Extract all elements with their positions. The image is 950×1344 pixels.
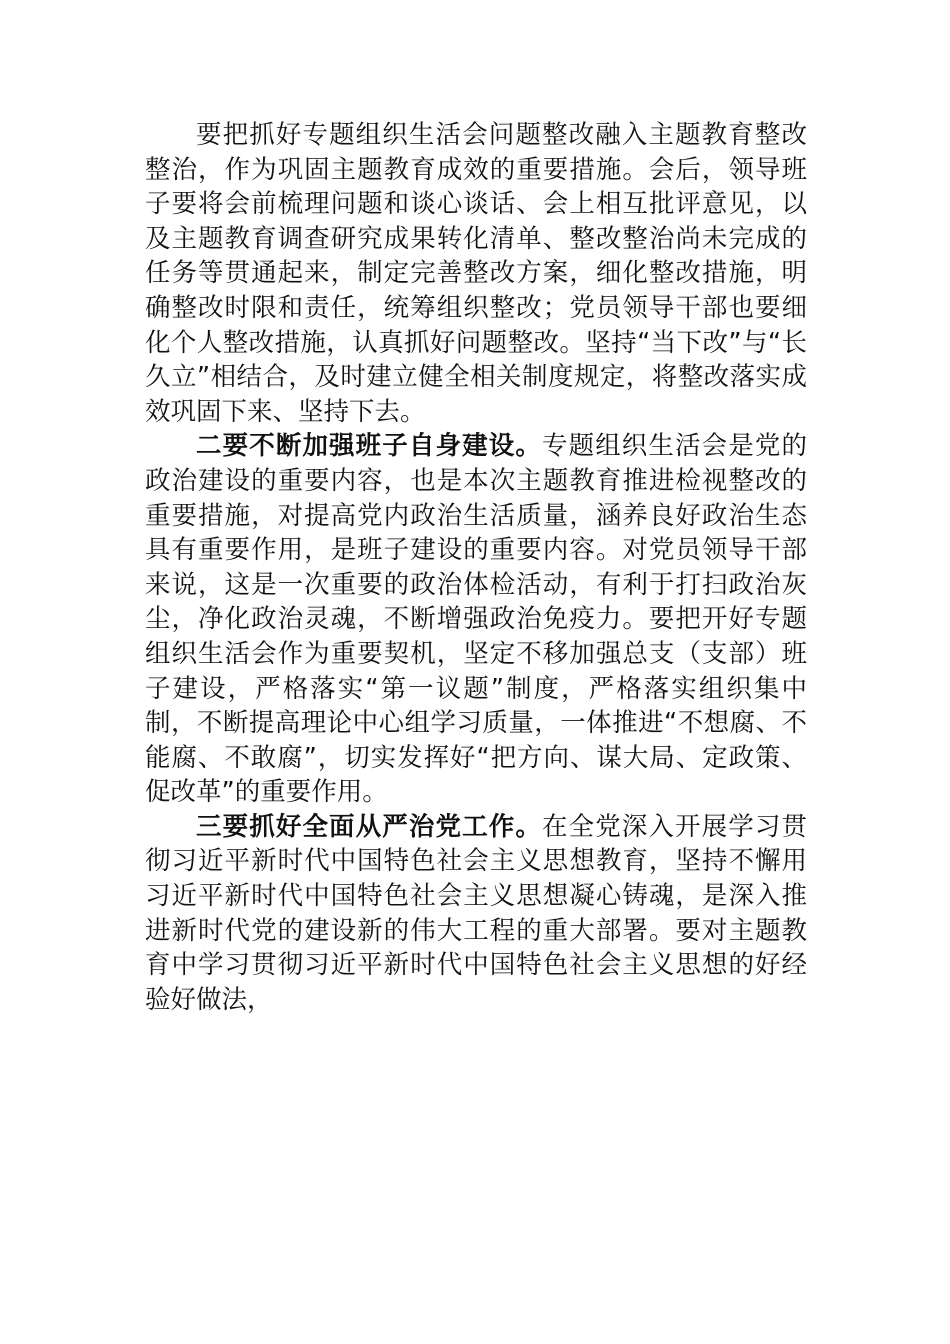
paragraph-3-text: 在全党深入开展学习贯彻习近平新时代中国特色社会主义思想教育，坚持不懈用习近平新时代中国特色社会主义思想凝心铸魂，是深入推进新时代党的建设新的伟大工程的重大部署。要对主题教育中学习贯彻习近平新时代中国特色社会主义思想的好经验好做法， (145, 811, 807, 1015)
paragraph-3-lead: 三要抓好全面从严治党工作。 (196, 811, 542, 842)
paragraph-2 (145, 429, 807, 810)
paragraph-1 (145, 118, 807, 429)
paragraph-2-text: 专题组织生活会是党的政治建设的重要内容，也是本次主题教育推进检视整改的重要措施，对提高党内政治生活质量，涵养良好政治生态具有重要作用，是班子建设的重要内容。对党员领导干部来说，这是一次重要的政治体检活动，有利于打扫政治灰尘，净化政治灵魂，不断增强政治免疫力。要把开好专题组织生活会作为重要契机，坚定不移加强总支（支部）班子建设，严格落实“第一议题”制度，严格落实组织集中制，不断提高理论中心组学习质量，一体推进“不想腐、不能腐、不敢腐”，切实发挥好“把方向、谋大局、定政策、促改革”的重要作用。 (145, 431, 807, 808)
paragraph-1-text: 要把抓好专题组织生活会问题整改融入主题教育整改整治，作为巩固主题教育成效的重要措施。会后，领导班子要将会前梳理问题和谈心谈话、会上相互批评意见，以及主题教育调查研究成果转化清单、整改整治尚未完成的任务等贯通起来，制定完善整改方案，细化整改措施，明确整改时限和责任，统筹组织整改；党员领导干部也要细化个人整改措施，认真抓好问题整改。坚持“当下改”与“长久立”相结合，及时建立健全相关制度规定，将整改落实成效巩固下来、坚持下去。 (145, 120, 807, 427)
paragraph-3 (145, 810, 807, 1018)
paragraph-2-lead: 二要不断加强班子自身建设。 (196, 431, 542, 462)
document-body (145, 118, 807, 1017)
